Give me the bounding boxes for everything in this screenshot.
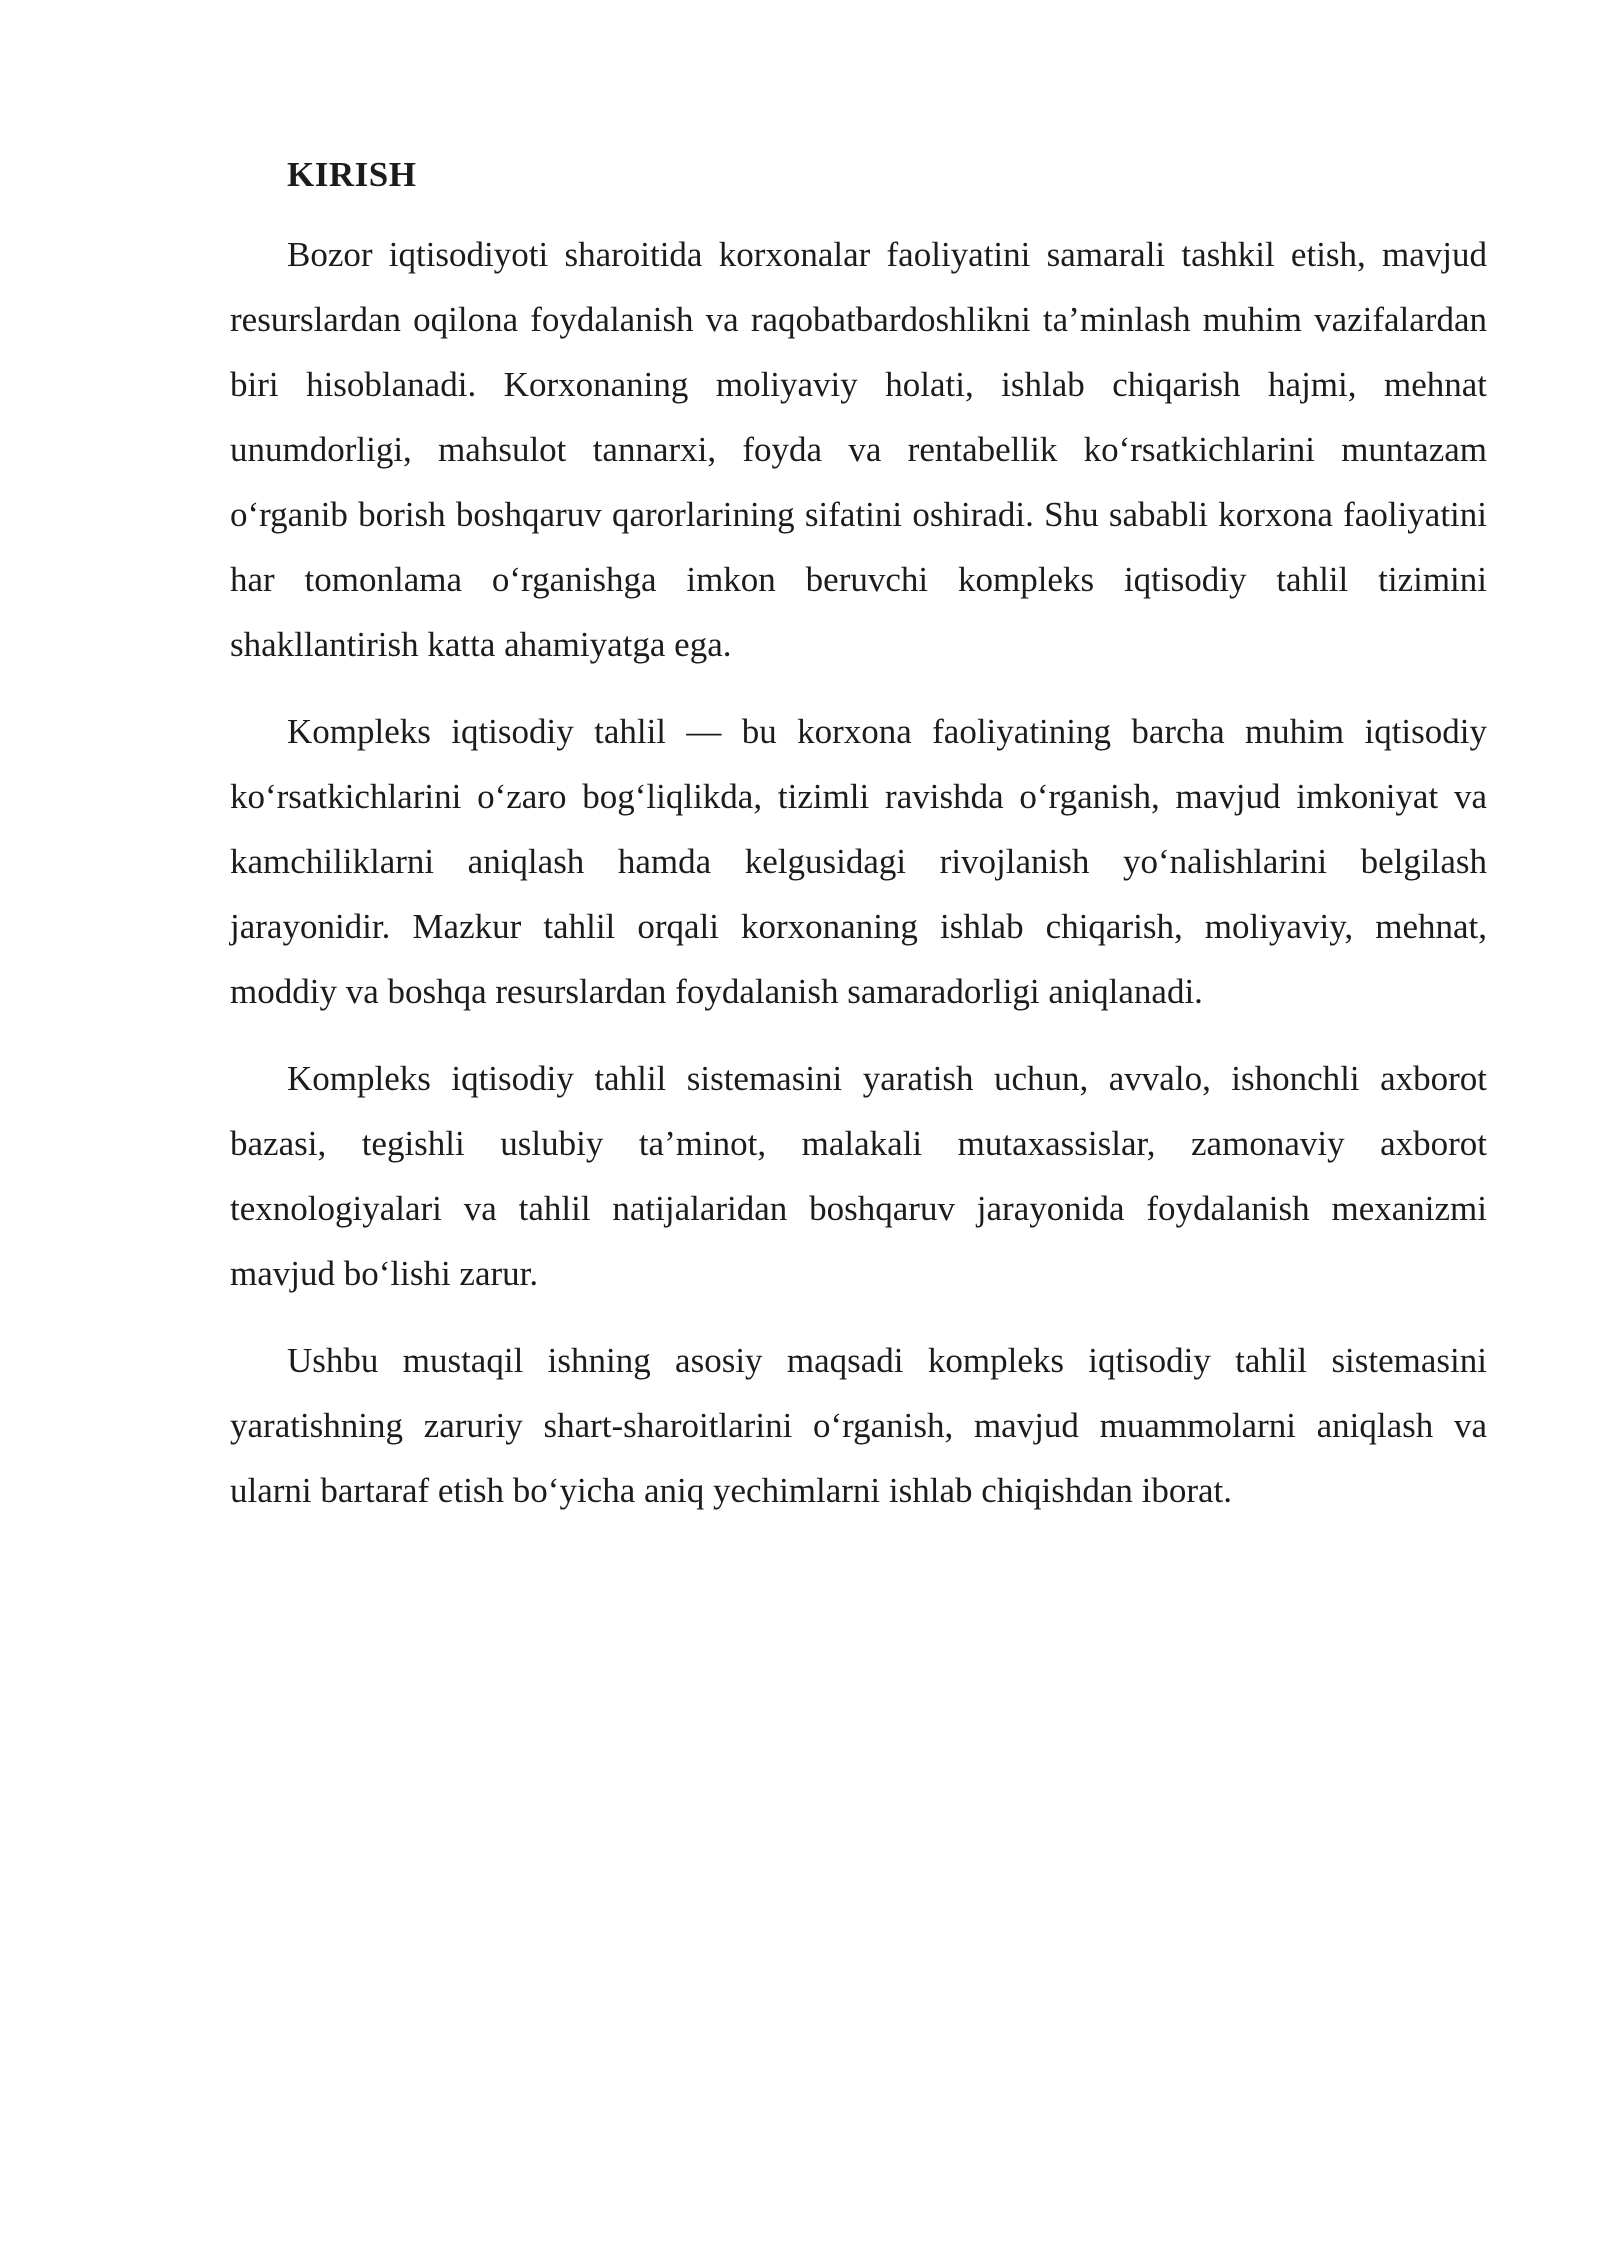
- paragraph-2: Kompleks iqtisodiy tahlil — bu korxona faoliyatining barcha muhim iqtisodiy ko‘rsatkichlarini o‘zaro bog‘liqlikda, tizimli ravishda o‘rganish, mavjud imkoniyat va kamchiliklarni aniqlash hamda kelgusidagi rivojlanish yo‘nalishlarini belgilash jarayonidir. Mazkur tahlil orqali korxonaning ishlab chiqarish, moliyaviy, mehnat, moddiy va boshqa resurslardan foydalanish samaradorligi aniqlanadi.: [230, 712, 1487, 1011]
- paragraph-4: Ushbu mustaqil ishning asosiy maqsadi kompleks iqtisodiy tahlil sistemasini yaratishning zaruriy shart-sharoitlarini o‘rganish, mavjud muammolarni aniqlash va ularni bartaraf etish bo‘yicha aniq yechimlarni ishlab chiqishdan iborat.: [230, 1341, 1487, 1510]
- section-heading: KIRISH: [287, 155, 417, 194]
- document-body: [230, 150, 1487, 1545]
- paragraph-3: Kompleks iqtisodiy tahlil sistemasini yaratish uchun, avvalo, ishonchli axborot bazasi, tegishli uslubiy ta’minot, malakali mutaxassislar, zamonaviy axborot texnologiyalari va tahlil natijalaridan boshqaruv jarayonida foydalanish mexanizmi mavjud bo‘lishi zarur.: [230, 1059, 1487, 1293]
- paragraph-1: Bozor iqtisodiyoti sharoitida korxonalar faoliyatini samarali tashkil etish, mavjud resurslardan oqilona foydalanish va raqobatbardoshlikni ta’minlash muhim vazifalardan biri hisoblanadi. Korxonaning moliyaviy holati, ishlab chiqarish hajmi, mehnat unumdorligi, mahsulot tannarxi, foyda va rentabellik ko‘rsatkichlarini muntazam o‘rganib borish boshqaruv qarorlarining sifatini oshiradi. Shu sababli korxona faoliyatini har tomonlama o‘rganishga imkon beruvchi kompleks iqtisodiy tahlil tizimini shakllantirish katta ahamiyatga ega.: [230, 235, 1487, 664]
